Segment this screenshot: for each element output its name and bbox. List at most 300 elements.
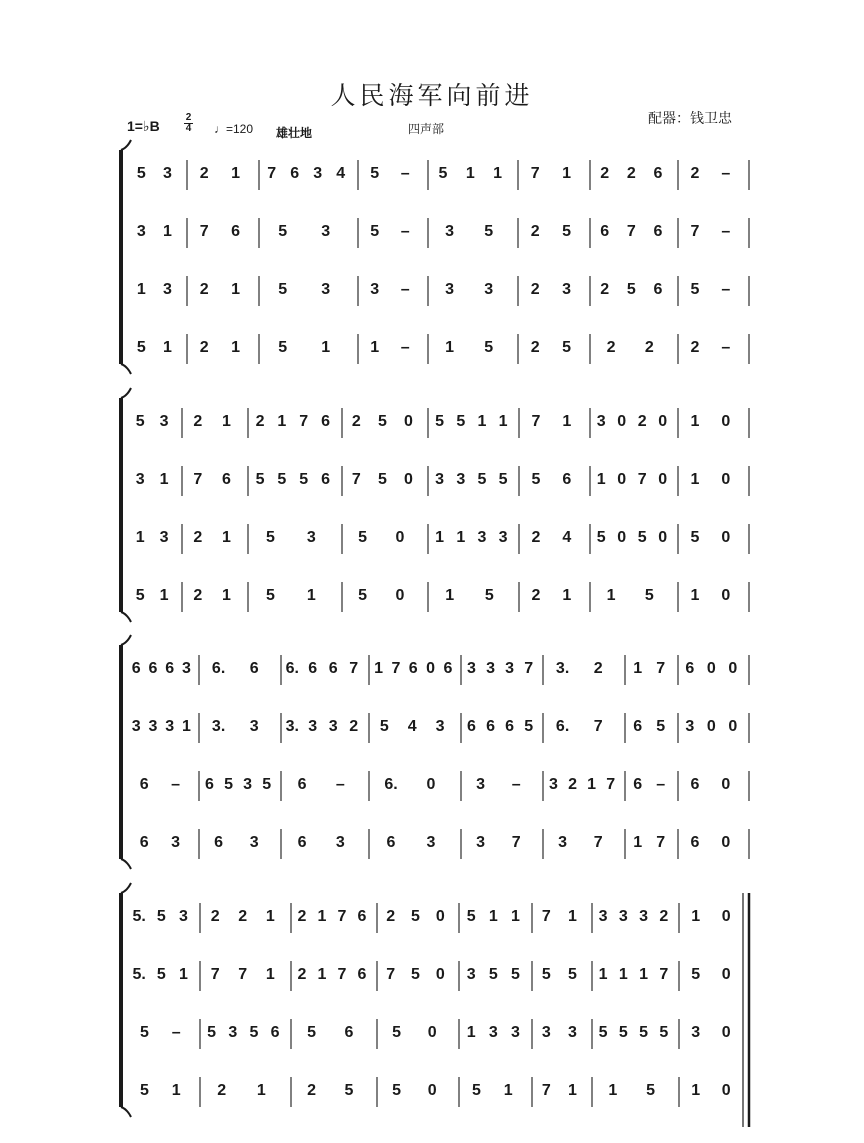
jianpu-note: 3 xyxy=(691,1024,701,1041)
jianpu-note: 3 xyxy=(567,1024,577,1041)
jianpu-note: 3 xyxy=(249,718,259,735)
jianpu-note: – xyxy=(400,165,410,182)
jianpu-note: 1 xyxy=(374,660,384,677)
jianpu-note: 7 xyxy=(337,908,347,925)
jianpu-note: 6 xyxy=(321,471,331,488)
jianpu-note: 1 xyxy=(435,529,445,546)
jianpu-note: 1 xyxy=(510,908,520,925)
jianpu-note: 5 xyxy=(484,223,494,240)
jianpu-note: 5 xyxy=(691,966,701,983)
jianpu-note: 6 xyxy=(270,1024,280,1041)
time-signature-bottom: 4 xyxy=(185,123,192,134)
jianpu-note: 1 xyxy=(691,1082,701,1099)
jianpu-note: 2 xyxy=(351,413,361,430)
jianpu-note: 1 xyxy=(222,529,231,546)
jianpu-note: 1 xyxy=(231,281,240,298)
jianpu-note: 6. xyxy=(384,776,398,793)
jianpu-note: 3. xyxy=(211,718,226,735)
jianpu-note: 7 xyxy=(238,966,248,983)
jianpu-note: 5 xyxy=(377,471,387,488)
jianpu-note: 3 xyxy=(162,165,172,182)
jianpu-note: 7 xyxy=(349,660,359,677)
jianpu-note: 5 xyxy=(498,471,508,488)
jianpu-note: 5 xyxy=(392,1082,402,1099)
jianpu-note: 5 xyxy=(136,165,146,182)
jianpu-note: 3 xyxy=(505,660,515,677)
jianpu-note: 3 xyxy=(488,1024,498,1041)
jianpu-note: 3 xyxy=(558,834,568,851)
jianpu-note: 2 xyxy=(600,281,610,298)
jianpu-note: 5 xyxy=(135,413,145,430)
jianpu-note: 5 xyxy=(140,1024,149,1041)
jianpu-note: 0 xyxy=(426,660,436,677)
jianpu-note: 5 xyxy=(656,718,666,735)
jianpu-note: 5 xyxy=(435,413,445,430)
jianpu-note: 2 xyxy=(193,413,203,430)
jianpu-note: 3 xyxy=(136,223,146,240)
jianpu-note: 6 xyxy=(214,834,224,851)
jianpu-note: 2 xyxy=(307,1082,317,1099)
jianpu-note: 5. xyxy=(132,966,146,983)
jianpu-note: 3 xyxy=(685,718,695,735)
jianpu-note: 3 xyxy=(476,776,486,793)
jianpu-note: 5 xyxy=(207,1024,217,1041)
jianpu-note: 2 xyxy=(530,223,540,240)
system-bracket xyxy=(119,645,123,859)
jianpu-note: 2 xyxy=(199,165,209,182)
jianpu-note: 5 xyxy=(370,223,380,240)
jianpu-note: 3 xyxy=(456,471,466,488)
arranger-credit: 配器：钱卫忠 xyxy=(648,110,732,126)
jianpu-note: 5. xyxy=(132,908,146,925)
jianpu-note: 2 xyxy=(210,908,220,925)
jianpu-note: 2 xyxy=(531,587,541,604)
system-bracket xyxy=(119,150,123,364)
jianpu-note: 3 xyxy=(466,966,476,983)
jianpu-note: 3 xyxy=(435,471,445,488)
jianpu-note: 1 xyxy=(456,529,466,546)
jianpu-note: 5 xyxy=(484,587,494,604)
jianpu-note: 0 xyxy=(721,529,731,546)
jianpu-note: 2 xyxy=(568,776,578,793)
jianpu-note: 7 xyxy=(593,718,603,735)
jianpu-note: 1 xyxy=(445,587,455,604)
jianpu-note: 2 xyxy=(297,966,307,983)
key-signature: 1=♭B xyxy=(127,118,160,134)
jianpu-note: 3 xyxy=(510,1024,520,1041)
jianpu-note: 6 xyxy=(139,776,149,793)
jianpu-note: 5 xyxy=(562,223,571,240)
jianpu-note: 5 xyxy=(466,908,476,925)
system-bracket xyxy=(119,398,123,612)
jianpu-note: 7 xyxy=(659,966,669,983)
jianpu-note: 6 xyxy=(653,223,663,240)
jianpu-note: 0 xyxy=(706,718,716,735)
jianpu-note: 2 xyxy=(690,165,700,182)
jianpu-note: 6 xyxy=(685,660,695,677)
jianpu-note: 3 xyxy=(484,281,494,298)
time-signature-top: 2 xyxy=(185,112,192,123)
jianpu-note: 1 xyxy=(181,718,191,735)
jianpu-note: 7 xyxy=(524,660,534,677)
jianpu-note: 0 xyxy=(427,1024,437,1041)
jianpu-note: 1 xyxy=(488,908,498,925)
jianpu-note: 7 xyxy=(531,413,541,430)
jianpu-note: 1 xyxy=(691,908,701,925)
jianpu-note: 5 xyxy=(618,1024,628,1041)
jianpu-note: 7 xyxy=(267,165,277,182)
jianpu-note: 3 xyxy=(171,834,180,851)
jianpu-note: 0 xyxy=(435,908,445,925)
jianpu-note: 7 xyxy=(511,834,521,851)
jianpu-note: 0 xyxy=(435,966,445,983)
jianpu-note: 3 xyxy=(306,529,316,546)
jianpu-note: 5 xyxy=(156,908,166,925)
jianpu-note: 3 xyxy=(308,718,318,735)
jianpu-note: 0 xyxy=(395,587,405,604)
jianpu-note: 1 xyxy=(618,966,628,983)
jianpu-note: 1 xyxy=(503,1082,513,1099)
jianpu-note: 2 xyxy=(193,529,203,546)
jianpu-note: 1 xyxy=(477,413,487,430)
jianpu-note: 1 xyxy=(465,165,475,182)
jianpu-note: 5 xyxy=(392,1024,402,1041)
jianpu-note: 1 xyxy=(136,281,146,298)
jianpu-note: 5 xyxy=(277,471,287,488)
jianpu-note: 2 xyxy=(297,908,307,925)
jianpu-note: 2 xyxy=(199,281,209,298)
jianpu-note: 3 xyxy=(181,660,191,677)
jianpu-note: 2 xyxy=(606,339,616,356)
jianpu-note: 5 xyxy=(477,471,487,488)
jianpu-note: – xyxy=(511,776,521,793)
jianpu-note: 7 xyxy=(626,223,636,240)
jianpu-note: 5 xyxy=(156,966,166,983)
jianpu-note: 3 xyxy=(131,718,141,735)
jianpu-note: 0 xyxy=(427,1082,437,1099)
bracket-top-hook xyxy=(121,388,131,398)
jianpu-note: 6 xyxy=(165,660,175,677)
jianpu-note: 6 xyxy=(633,718,643,735)
jianpu-note: 1 xyxy=(265,966,275,983)
jianpu-note: 1 xyxy=(162,223,172,240)
jianpu-note: 5 xyxy=(358,529,368,546)
jianpu-note: 5 xyxy=(262,776,272,793)
jianpu-note: 1 xyxy=(178,966,188,983)
jianpu-note: 5 xyxy=(140,1082,149,1099)
jianpu-note: 5 xyxy=(358,587,368,604)
jianpu-note: 3 xyxy=(178,908,188,925)
jianpu-note: 2 xyxy=(626,165,636,182)
jianpu-note: 1 xyxy=(256,1082,266,1099)
jianpu-note: 7 xyxy=(199,223,209,240)
jianpu-note: – xyxy=(721,165,731,182)
jianpu-note: 7 xyxy=(210,966,220,983)
jianpu-note: 5 xyxy=(531,471,541,488)
bracket-top-hook xyxy=(121,883,131,893)
jianpu-note: 0 xyxy=(721,966,731,983)
jianpu-note: 1 xyxy=(466,1024,476,1041)
jianpu-note: 3 xyxy=(435,718,445,735)
jianpu-note: 3 xyxy=(148,718,158,735)
jianpu-note: 3 xyxy=(249,834,259,851)
jianpu-note: 0 xyxy=(426,776,436,793)
jianpu-note: 5 xyxy=(136,339,146,356)
jianpu-note: 5 xyxy=(690,529,700,546)
jianpu-note: 0 xyxy=(617,529,627,546)
jianpu-note: 5 xyxy=(278,281,288,298)
jianpu-note: 1 xyxy=(567,1082,577,1099)
jianpu-note: 5 xyxy=(639,1024,649,1041)
jianpu-note: 2 xyxy=(349,718,359,735)
jianpu-note: 1 xyxy=(317,908,327,925)
jianpu-note: 1 xyxy=(321,339,331,356)
jianpu-note: 1 xyxy=(596,471,606,488)
jianpu-note: 5 xyxy=(278,339,288,356)
jianpu-note: 5 xyxy=(659,1024,669,1041)
jianpu-note: 4 xyxy=(407,718,417,735)
jianpu-note: 6 xyxy=(690,834,700,851)
score-title: 人民海军向前进 xyxy=(330,81,534,110)
jianpu-note: 3 xyxy=(135,471,145,488)
jianpu-note: 3 xyxy=(498,529,508,546)
jianpu-note: 3 xyxy=(328,718,338,735)
jianpu-note: – xyxy=(656,776,666,793)
jianpu-note: 0 xyxy=(728,660,738,677)
jianpu-note: 5 xyxy=(370,165,380,182)
jianpu-note: 0 xyxy=(721,471,731,488)
jianpu-note: 7 xyxy=(386,966,396,983)
jianpu-note: 0 xyxy=(658,471,668,488)
jianpu-note: 4 xyxy=(336,165,346,182)
jianpu-note: 2 xyxy=(600,165,610,182)
jianpu-note: 5 xyxy=(646,1082,656,1099)
jianpu-note: 7 xyxy=(606,776,616,793)
jianpu-note: 3 xyxy=(370,281,380,298)
jianpu-note: 6 xyxy=(486,718,496,735)
jianpu-note: 1 xyxy=(306,587,316,604)
jianpu-note: 0 xyxy=(721,834,731,851)
jianpu-note: 7 xyxy=(656,660,666,677)
jianpu-note: 0 xyxy=(404,413,413,430)
jianpu-note: 3 xyxy=(228,1024,238,1041)
jianpu-note: 2 xyxy=(593,660,603,677)
jianpu-note: 7 xyxy=(391,660,401,677)
jianpu-note: 1 xyxy=(606,587,616,604)
jianpu-note: 3 xyxy=(486,660,496,677)
jianpu-note: 1 xyxy=(159,471,169,488)
jianpu-note: 5 xyxy=(456,413,466,430)
jianpu-note: 3 xyxy=(162,281,172,298)
jianpu-note: 6 xyxy=(653,281,663,298)
jianpu-note: 5 xyxy=(562,339,571,356)
jianpu-note: 2 xyxy=(531,529,541,546)
jianpu-note: 7 xyxy=(637,471,647,488)
bracket-bottom-hook xyxy=(121,1107,131,1117)
jianpu-note: 1 xyxy=(265,908,275,925)
jianpu-note: 6 xyxy=(633,776,643,793)
jianpu-note: 6 xyxy=(600,223,610,240)
jianpu-note: 1 xyxy=(317,966,327,983)
jianpu-note: 5 xyxy=(411,908,420,925)
jianpu-note: 1 xyxy=(159,587,169,604)
jianpu-note: – xyxy=(721,223,731,240)
jianpu-note: 6 xyxy=(357,966,367,983)
jianpu-note: 5 xyxy=(299,471,309,488)
jianpu-note: 2 xyxy=(637,413,647,430)
jianpu-note: 2 xyxy=(644,339,654,356)
jianpu-note: 1 xyxy=(608,1082,618,1099)
jianpu-note: 1 xyxy=(493,165,502,182)
jianpu-note: 2 xyxy=(659,908,669,925)
jianpu-note: 1 xyxy=(587,776,597,793)
jianpu-note: – xyxy=(721,339,731,356)
jianpu-note: 1 xyxy=(231,339,240,356)
jianpu-note: 3 xyxy=(159,413,169,430)
jianpu-note: 5 xyxy=(644,587,654,604)
jianpu-note: 6. xyxy=(285,660,299,677)
jianpu-note: 6. xyxy=(211,660,226,677)
jianpu-note: 2 xyxy=(386,908,396,925)
jianpu-note: 1 xyxy=(277,413,287,430)
jianpu-note: 1 xyxy=(567,908,577,925)
jianpu-note: 2 xyxy=(238,908,248,925)
jianpu-note: 6 xyxy=(386,834,396,851)
jianpu-note: 3 xyxy=(335,834,345,851)
jianpu-note: 0 xyxy=(721,776,731,793)
jianpu-note: 1 xyxy=(370,339,380,356)
jianpu-note: 6 xyxy=(205,776,214,793)
jianpu-note: 3 xyxy=(562,281,571,298)
jianpu-note: 5 xyxy=(637,529,647,546)
jianpu-note: 1 xyxy=(633,834,643,851)
jianpu-note: 5 xyxy=(255,471,265,488)
jianpu-note: 0 xyxy=(721,587,731,604)
jianpu-note: 3 xyxy=(165,718,175,735)
jianpu-note: 3 xyxy=(321,223,331,240)
jianpu-note: 3 xyxy=(476,834,486,851)
jianpu-note: 0 xyxy=(617,413,627,430)
parts-label: 四声部 xyxy=(408,122,445,136)
jianpu-note: – xyxy=(171,776,180,793)
jianpu-note: 5 xyxy=(307,1024,317,1041)
jianpu-note: 6 xyxy=(249,660,259,677)
jianpu-note: 5 xyxy=(472,1082,481,1099)
jianpu-note: 5 xyxy=(344,1082,354,1099)
jianpu-note: 5 xyxy=(484,339,494,356)
jianpu-note: 5 xyxy=(438,165,448,182)
jianpu-note: 3 xyxy=(445,281,454,298)
jianpu-note: 7 xyxy=(656,834,666,851)
jianpu-note: 6 xyxy=(505,718,515,735)
jianpu-note: 0 xyxy=(728,718,738,735)
bracket-bottom-hook xyxy=(121,364,131,374)
jianpu-note: 6 xyxy=(222,471,231,488)
jianpu-note: – xyxy=(171,1024,181,1041)
jianpu-note: 3 xyxy=(596,413,606,430)
jianpu-note: 3 xyxy=(541,1024,551,1041)
jianpu-note: 6 xyxy=(139,834,149,851)
jianpu-note: 1 xyxy=(135,529,145,546)
jianpu-note: 0 xyxy=(658,529,668,546)
jianpu-note: – xyxy=(721,281,731,298)
bracket-top-hook xyxy=(121,635,131,645)
jianpu-note: 6 xyxy=(690,776,700,793)
jianpu-note: 2 xyxy=(255,413,265,430)
jianpu-note: 6 xyxy=(297,834,307,851)
jianpu-note: 3 xyxy=(618,908,628,925)
jianpu-note: 6 xyxy=(344,1024,354,1041)
jianpu-note: 5 xyxy=(488,966,498,983)
jianpu-note: 7 xyxy=(541,908,551,925)
jianpu-note: 7 xyxy=(337,966,347,983)
jianpu-note: 6 xyxy=(408,660,418,677)
jianpu-note: 5 xyxy=(379,718,389,735)
jianpu-note: 1 xyxy=(562,413,572,430)
system-bracket xyxy=(119,893,123,1107)
jianpu-note: 5 xyxy=(567,966,577,983)
jianpu-note: 1 xyxy=(598,966,608,983)
jianpu-note: 5 xyxy=(377,413,387,430)
jianpu-note: 6 xyxy=(467,718,476,735)
jianpu-note: 7 xyxy=(530,165,540,182)
jianpu-note: 3 xyxy=(313,165,323,182)
jianpu-note: 1 xyxy=(690,471,700,488)
jianpu-note: 2 xyxy=(193,587,203,604)
jianpu-note: 3 xyxy=(445,223,454,240)
jianpu-note: 1 xyxy=(222,587,231,604)
jianpu-note: – xyxy=(400,223,410,240)
jianpu-note: 5 xyxy=(524,718,534,735)
jianpu-note: 3 xyxy=(639,908,649,925)
jianpu-note: 1 xyxy=(690,413,700,430)
jianpu-note: 3. xyxy=(285,718,299,735)
jianpu-note: 0 xyxy=(721,908,731,925)
jianpu-note: 6 xyxy=(148,660,158,677)
tempo-marking: ♩=120 xyxy=(214,122,254,136)
jianpu-note: 2 xyxy=(199,339,209,356)
jianpu-note: 1 xyxy=(498,413,508,430)
jianpu-note: 6. xyxy=(555,718,570,735)
jianpu-note: 4 xyxy=(562,529,572,546)
jianpu-note: 1 xyxy=(639,966,649,983)
jianpu-note: 1 xyxy=(562,165,571,182)
jianpu-note: 6 xyxy=(328,660,338,677)
jianpu-note: 2 xyxy=(530,281,540,298)
jianpu-note: 0 xyxy=(721,1024,731,1041)
jianpu-note: 1 xyxy=(171,1082,181,1099)
jianpu-note: 5 xyxy=(596,529,606,546)
jianpu-note: 0 xyxy=(721,413,731,430)
jianpu-note: 2 xyxy=(530,339,540,356)
jianpu-note: 3 xyxy=(426,834,436,851)
jianpu-note: 5 xyxy=(690,281,700,298)
jianpu-note: 7 xyxy=(690,223,700,240)
jianpu-note: 6 xyxy=(443,660,453,677)
jianpu-note: – xyxy=(400,339,410,356)
jianpu-note: 5 xyxy=(135,587,145,604)
jianpu-note: 5 xyxy=(266,529,275,546)
jianpu-note: 6 xyxy=(653,165,663,182)
jianpu-note: 5 xyxy=(266,587,275,604)
jianpu-note: 7 xyxy=(541,1082,551,1099)
jianpu-note: 3 xyxy=(321,281,331,298)
jianpu-note: 1 xyxy=(562,587,572,604)
jianpu-note: 6 xyxy=(290,165,300,182)
jianpu-note: 5 xyxy=(249,1024,259,1041)
expression-marking: 雄壮地 xyxy=(276,126,313,140)
jianpu-note: 5 xyxy=(278,223,288,240)
